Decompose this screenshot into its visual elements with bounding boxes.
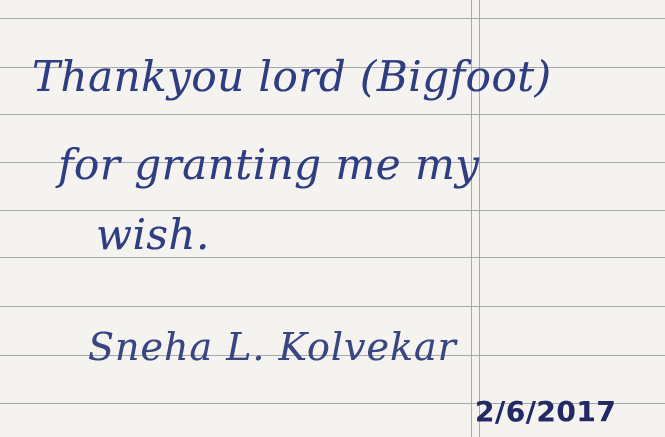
note-line-3: wish. (96, 210, 210, 259)
rule-line (0, 306, 665, 307)
note-line-1: Thankyou lord (Bigfoot) (32, 52, 552, 101)
signature: Sneha L. Kolvekar (88, 325, 457, 369)
rule-line (0, 114, 665, 115)
date: 2/6/2017 (475, 395, 617, 428)
note-line-2: for granting me my (58, 140, 480, 189)
rule-line (0, 18, 665, 19)
